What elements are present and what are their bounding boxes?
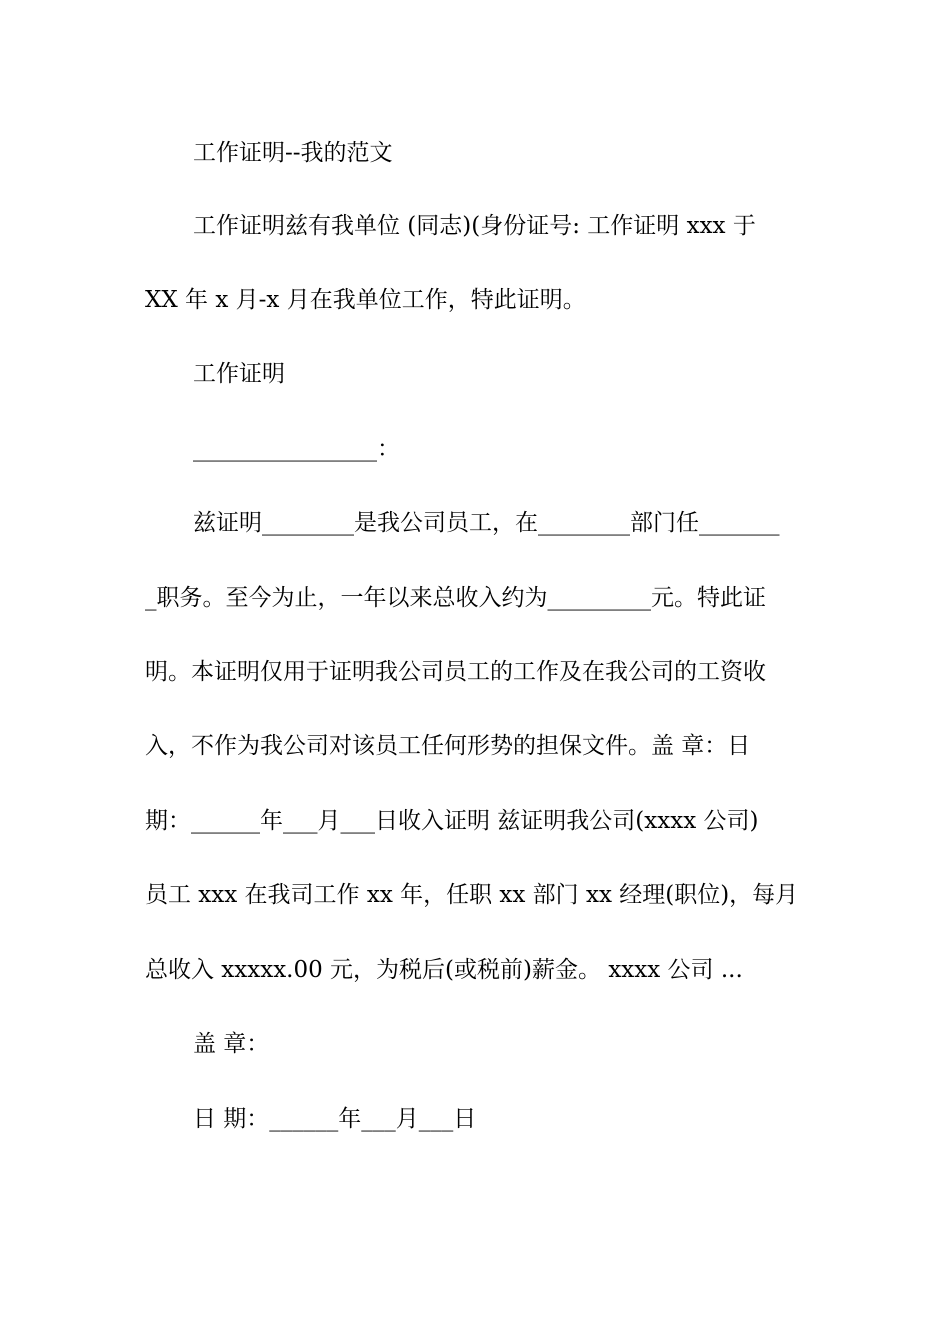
paragraph-line: 总收入 xxxxx.00 元，为税后(或税前)薪金。 xxxx 公司 ... [145,957,743,983]
paragraph-line: 明。本证明仅用于证明我公司员工的工作及在我公司的工资收 [145,659,766,685]
document-title: 工作证明--我的范文 [193,140,393,166]
paragraph-line: 期：______年___月___日收入证明 兹证明我公司(xxxx 公司) [145,808,759,834]
paragraph-line: XX 年 x 月-x 月在我单位工作，特此证明。 [145,287,586,313]
paragraph-line: 兹证明________是我公司员工，在________部门任_______ [193,510,780,536]
paragraph-line: 员工 xxx 在我司工作 xx 年，任职 xx 部门 xx 经理(职位)，每月 [145,882,799,908]
paragraph-line: 入，不作为我公司对该员工任何形势的担保文件。盖 章：日 [145,733,751,759]
paragraph-line: 工作证明兹有我单位 (同志)(身份证号: 工作证明 xxx 于 [193,213,756,239]
recipient-line: ________________： [193,436,400,462]
seal-line: 盖 章： [193,1031,270,1057]
paragraph-line: _职务。至今为止，一年以来总收入约为_________元。特此证 [145,585,766,611]
date-line: 日 期：______年___月___日 [193,1106,477,1132]
section-title: 工作证明 [193,361,285,387]
